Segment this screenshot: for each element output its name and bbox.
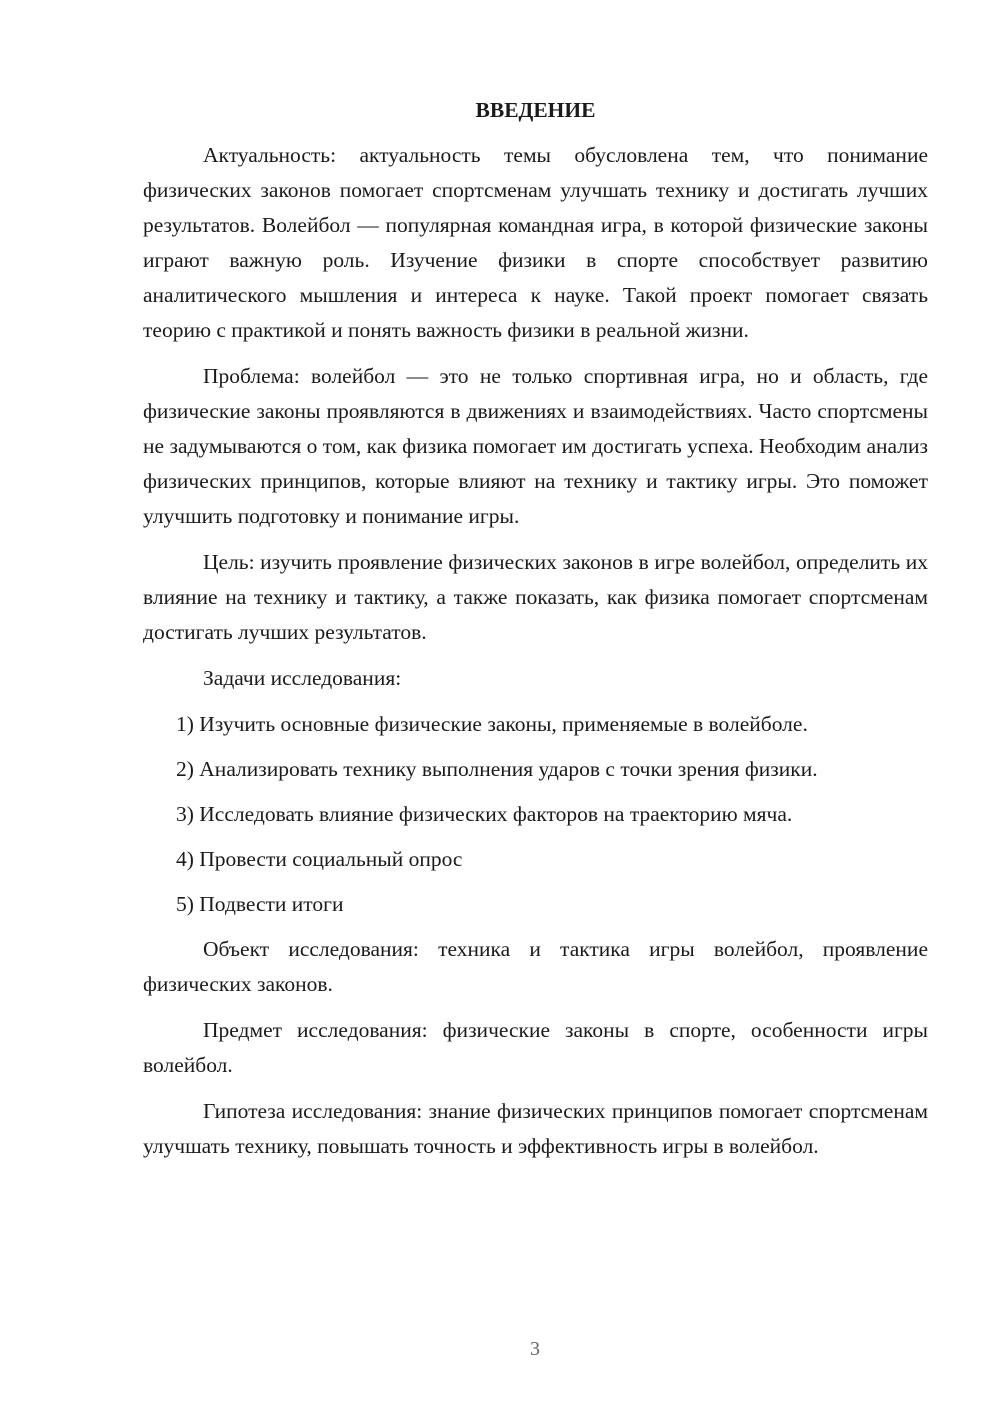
list-item: 5) Подвести итоги: [176, 892, 344, 916]
paragraph-tasks-heading: Задачи исследования:: [203, 666, 402, 690]
list-item: 2) Анализировать технику выполнения ударов с точки зрения физики.: [176, 757, 818, 781]
list-item: 3) Исследовать влияние физических факторов на траекторию мяча.: [176, 802, 793, 826]
paragraph-problem: Проблема: волейбол — это не только спортивная игра, но и область, где физические законы проявляются в движениях и взаимодействиях. Часто спортсмены не задумываются о том, как физика помогает им достигать успеха. Необходим анализ физических принципов, которые влияют на технику и тактику игры. Это поможет улучшить подготовку и понимание игры.: [143, 364, 928, 528]
paragraph-relevance: Актуальность: актуальность темы обусловлена тем, что понимание физических законов помогает спортсменам улучшать технику и достигать лучших результатов. Волейбол — популярная командная игра, в которой физические законы играют важную роль. Изучение физики в спорте способствует развитию аналитического мышления и интереса к науке. Такой проект помогает связать теорию с практикой и понять важность физики в реальной жизни.: [143, 143, 928, 342]
paragraph-subject: Предмет исследования: физические законы в спорте, особенности игры волейбол.: [143, 1018, 928, 1077]
section-title: ВВЕДЕНИЕ: [475, 98, 596, 122]
page-content: [143, 92, 928, 1175]
page-number: 3: [530, 1338, 540, 1360]
list-item: 1) Изучить основные физические законы, применяемые в волейболе.: [176, 712, 808, 736]
paragraph-object: Объект исследования: техника и тактика игры волейбол, проявление физических законов.: [143, 937, 928, 996]
paragraph-goal: Цель: изучить проявление физических законов в игре волейбол, определить их влияние на технику и тактику, а также показать, как физика помогает спортсменам достигать лучших результатов.: [143, 550, 928, 644]
tasks-list: [143, 707, 928, 922]
paragraph-hypothesis: Гипотеза исследования: знание физических принципов помогает спортсменам улучшать технику, повышать точность и эффективность игры в волейбол.: [143, 1099, 928, 1158]
list-item: 4) Провести социальный опрос: [176, 847, 463, 871]
